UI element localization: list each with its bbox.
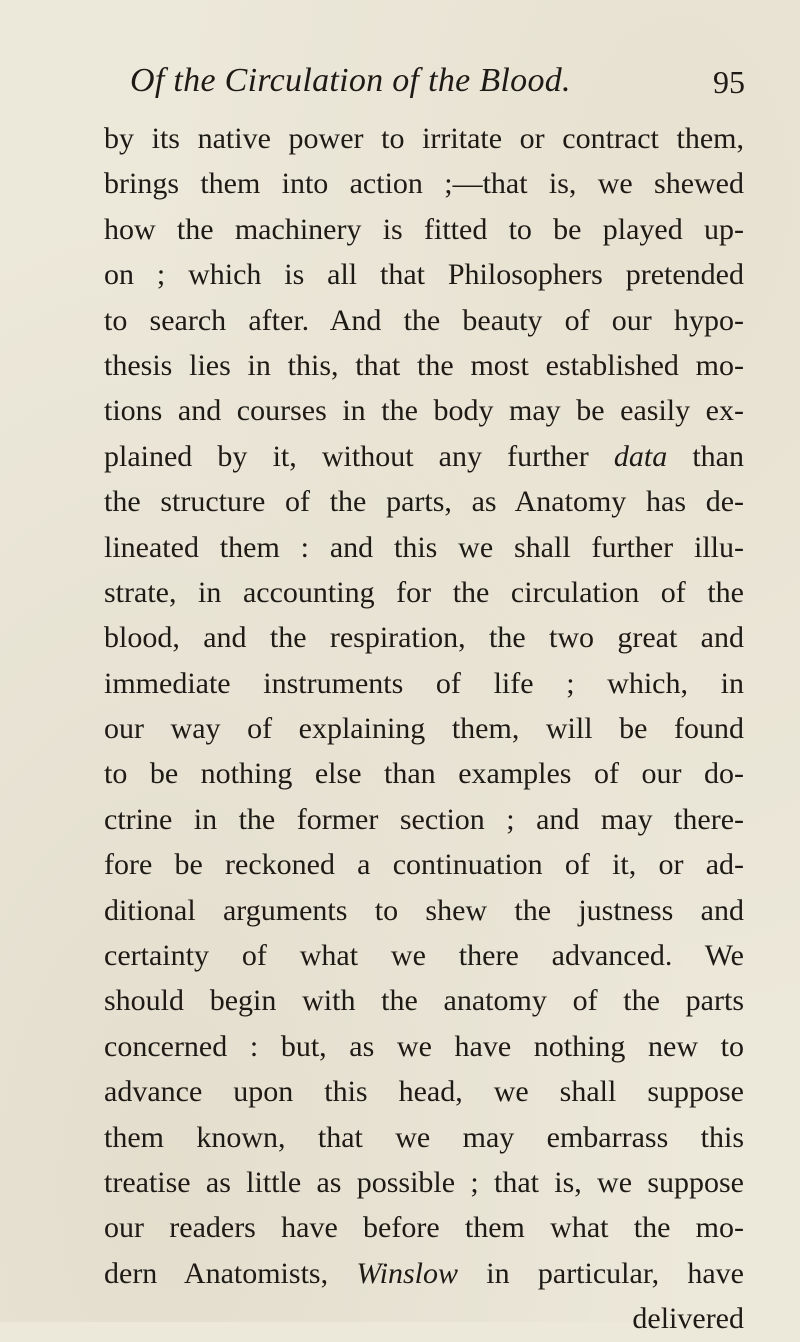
body-text: [104, 116, 744, 1342]
page-number: 95: [713, 64, 745, 100]
text-line-16: ctrine in the former section ; and may there-: [104, 802, 744, 836]
text-line-9: the structure of the parts, as Anatomy has de-: [104, 485, 744, 519]
text-line-24: treatise as little as possible ; that is, we suppose: [104, 1165, 744, 1199]
text-line-11: strate, in accounting for the circulation of the: [104, 575, 744, 609]
text-line-21: concerned : but, as we have nothing new to: [104, 1029, 744, 1063]
text-line-5: to search after. And the beauty of our hypo-: [104, 303, 744, 337]
text-line-26-head: dern Anatomists,: [104, 1256, 357, 1290]
text-line-22: advance upon this head, we shall suppose: [104, 1075, 744, 1109]
text-line-8-tail: than: [667, 439, 744, 473]
text-line-26-tail: in particular, have: [458, 1256, 744, 1290]
text-line-3: how the machinery is fitted to be played up-: [104, 212, 744, 246]
catchword: delivered: [632, 1302, 744, 1336]
text-line-17: fore be reckoned a continuation of it, or ad-: [104, 848, 744, 882]
running-title: Of the Circulation of the Blood.: [130, 62, 571, 99]
text-line-12: blood, and the respiration, the two great and: [104, 621, 744, 655]
text-line-13: immediate instruments of life ; which, in: [104, 666, 744, 700]
text-line-8-italic: data: [613, 439, 668, 473]
running-head: [130, 62, 745, 106]
text-line-15: to be nothing else than examples of our do-: [104, 757, 744, 791]
text-line-23: them known, that we may embarrass this: [104, 1120, 744, 1154]
text-line-8-head: plained by it, without any further: [104, 439, 614, 473]
text-line-2: brings them into action ;—that is, we shewed: [104, 167, 744, 201]
text-line-8: [104, 434, 744, 479]
text-line-19: certainty of what we there advanced. We: [104, 939, 744, 973]
text-line-26: [104, 1251, 744, 1296]
text-line-20: should begin with the anatomy of the parts: [104, 984, 744, 1018]
text-line-4: on ; which is all that Philosophers pretended: [104, 258, 744, 292]
text-line-10: lineated them : and this we shall further illu-: [104, 530, 744, 564]
text-line-1: by its native power to irritate or contract them,: [104, 122, 744, 155]
text-line-26-italic: Winslow: [356, 1256, 459, 1290]
text-line-6: thesis lies in this, that the most established mo-: [104, 348, 744, 382]
text-line-18: ditional arguments to shew the justness and: [104, 893, 744, 927]
text-line-14: our way of explaining them, will be found: [104, 712, 744, 746]
text-line-7: tions and courses in the body may be easily ex-: [104, 394, 744, 428]
text-line-25: our readers have before them what the mo-: [104, 1211, 744, 1245]
